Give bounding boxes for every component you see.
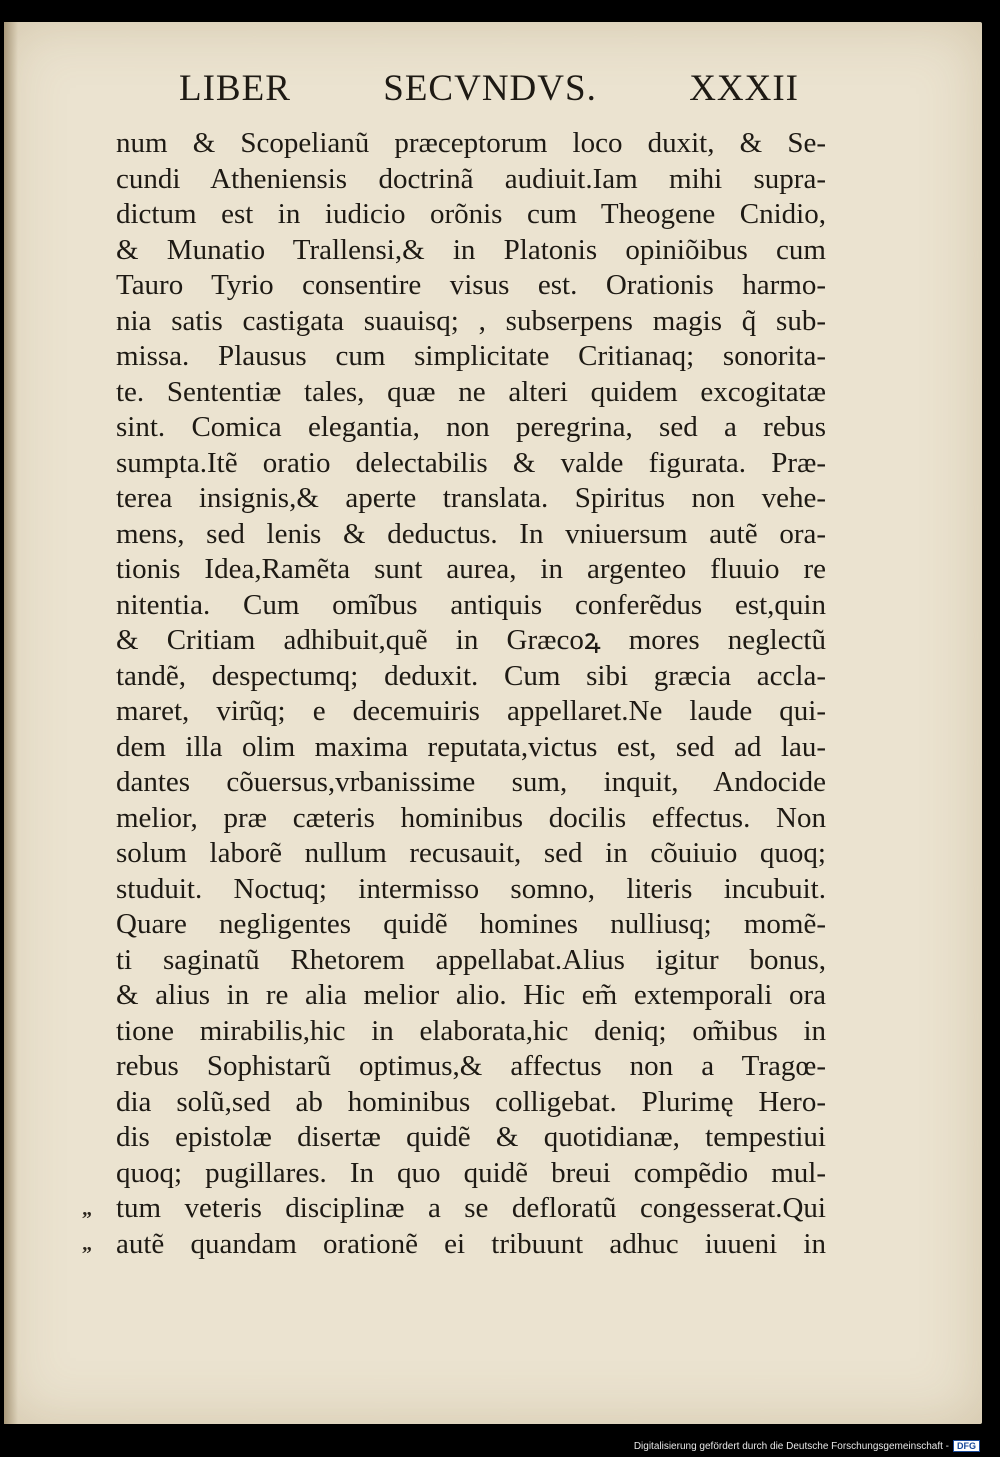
- page-gutter: [4, 22, 18, 1424]
- text-line: tione mirabilis,hic in elaborata,hic deniq; om̃ibus in: [116, 1014, 826, 1047]
- text-line: autẽ quandam orationẽ ei tribuunt adhuc iuueni in: [116, 1227, 826, 1260]
- dfg-logo: DFG: [953, 1440, 980, 1452]
- text-line: & Critiam adhibuit,quẽ in Græcoꝝ mores neglectũ: [116, 624, 826, 656]
- text-line: num & Scopelianũ præceptorum loco duxit, & Se-: [116, 127, 826, 159]
- text-line: missa. Plausus cum simplicitate Critianaq; sonorita-: [116, 340, 826, 372]
- digitization-credit: [634, 1440, 980, 1452]
- text-line: nia satis castigata suauisq; , subserpens magis q̃ sub-: [116, 304, 826, 337]
- text-line: tum veteris disciplinæ a se defloratũ congesserat.Qui: [116, 1192, 826, 1224]
- text-line: sumpta.Itẽ oratio delectabilis & valde figurata. Præ-: [116, 446, 826, 479]
- text-line: dictum est in iudicio orõnis cum Theogene Cnidio,: [116, 198, 826, 230]
- margin-quote-mark: „: [82, 1198, 92, 1220]
- book-page: [4, 22, 982, 1424]
- text-line: terea insignis,& aperte translata. Spiritus non vehe-: [116, 482, 826, 514]
- text-line: Tauro Tyrio consentire visus est. Orationis harmo-: [116, 269, 826, 301]
- text-line: sint. Comica elegantia, non peregrina, sed a rebus: [116, 411, 826, 443]
- text-line: mens, sed lenis & deductus. In vniuersum autẽ ora-: [116, 517, 826, 550]
- margin-quote-mark: „: [82, 1233, 92, 1255]
- text-line: & Munatio Trallensi,& in Platonis opiniõibus cum: [116, 233, 826, 266]
- text-line: cundi Atheniensis doctrinã audiuit.Iam mihi supra-: [116, 162, 826, 195]
- running-head-left: LIBER: [179, 67, 291, 109]
- text-line: dia solũ,sed ab hominibus colligebat. Plurimę Hero-: [116, 1085, 826, 1118]
- text-line: rebus Sophistarũ optimus,& affectus non a Tragœ-: [116, 1050, 826, 1082]
- text-line: tionis Idea,Ramẽta sunt aurea, in argenteo fluuio re: [116, 553, 826, 585]
- text-line: melior, præ cæteris hominibus docilis effectus. Non: [116, 801, 826, 834]
- running-head-center: SECVNDVS.: [383, 67, 597, 109]
- text-line: Quare negligentes quidẽ homines nulliusq; momẽ-: [116, 908, 826, 940]
- text-line: te. Sententiæ tales, quæ ne alteri quidem excogitatæ: [116, 375, 826, 408]
- text-line: dem illa olim maxima reputata,victus est, sed ad lau-: [116, 730, 826, 763]
- text-line: maret, virũq; e decemuiris appellaret.Ne laude qui-: [116, 695, 826, 727]
- text-line: & alius in re alia melior alio. Hic em̃ extemporali ora: [116, 979, 826, 1011]
- body-text: [116, 126, 826, 1262]
- running-head: [179, 68, 799, 108]
- text-line: dantes cõuersus,vrbanissime sum, inquit, Andocide: [116, 766, 826, 798]
- text-line: tandẽ, despectumq; deduxit. Cum sibi græcia accla-: [116, 659, 826, 692]
- text-line: studuit. Noctuq; intermisso somno, literis incubuit.: [116, 872, 826, 905]
- text-line: solum laborẽ nullum recusauit, sed in cõuiuio quoq;: [116, 837, 826, 869]
- folio-number: XXXII: [689, 67, 799, 109]
- text-line: quoq; pugillares. In quo quidẽ breui compẽdio mul-: [116, 1156, 826, 1189]
- text-line: dis epistolæ disertæ quidẽ & quotidianæ, tempestiui: [116, 1121, 826, 1153]
- text-line: nitentia. Cum omĩbus antiquis conferẽdus est,quin: [116, 588, 826, 621]
- text-line: ti saginatũ Rhetorem appellabat.Alius igitur bonus,: [116, 943, 826, 976]
- credit-text: Digitalisierung gefördert durch die Deutsche Forschungsgemeinschaft -: [633, 1440, 949, 1452]
